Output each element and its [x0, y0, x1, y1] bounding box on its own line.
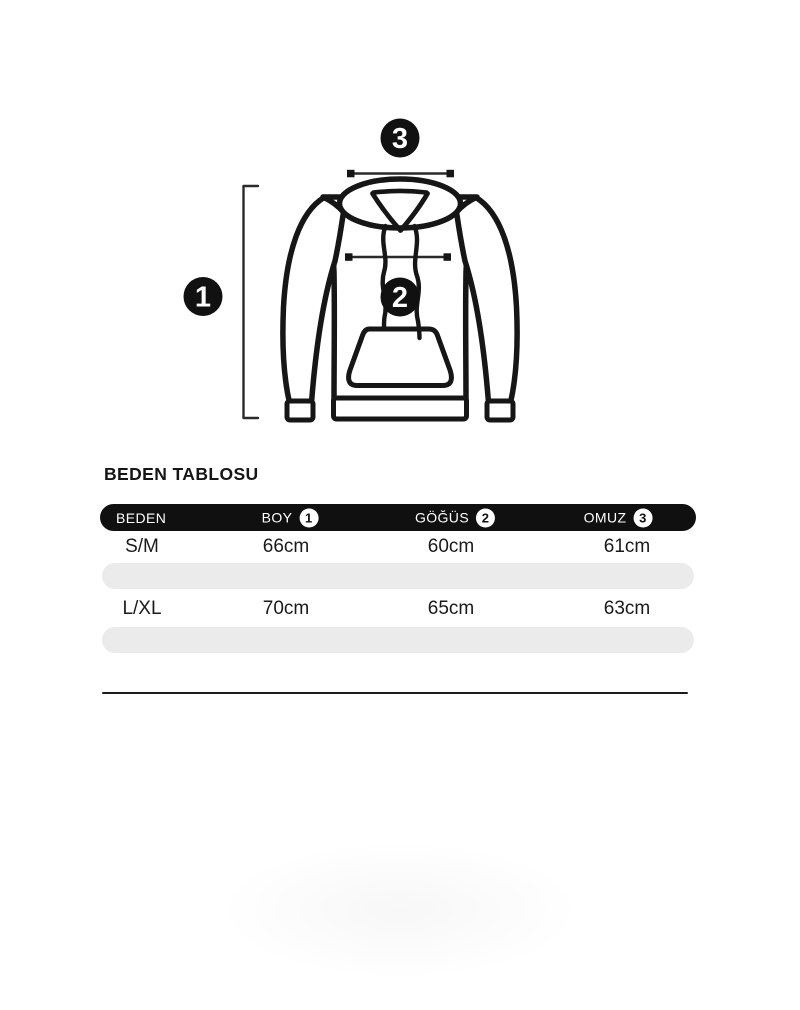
column-label: BEDEN [116, 509, 167, 526]
column-header-omuz [584, 508, 653, 527]
callout-3-number: 3 [391, 123, 409, 155]
shoulder-measure-line [347, 170, 454, 178]
callout-1-number: 1 [194, 281, 212, 314]
size-cell: L/XL [122, 598, 162, 619]
table-stripe [102, 627, 694, 653]
column-label: GÖĞÜS [414, 509, 470, 526]
table-row [100, 592, 696, 626]
length-measure-bracket [244, 186, 259, 418]
gogus-cell: 65cm [427, 598, 475, 619]
bottom-divider [102, 692, 688, 694]
omuz-cell: 63cm [603, 598, 651, 619]
table-stripe [102, 563, 694, 589]
boy-cell: 70cm [262, 598, 310, 619]
hoodie-right-cuff [487, 401, 513, 420]
hoodie-left-cuff [287, 401, 313, 420]
hoodie-measurement-diagram [170, 108, 548, 448]
size-table-header [100, 504, 696, 531]
table-row [100, 530, 696, 564]
boy-cell: 66cm [262, 536, 310, 557]
column-badge-3: 3 [633, 508, 652, 527]
column-label: BOY [261, 509, 293, 526]
gogus-cell: 60cm [427, 536, 475, 557]
column-badge-2: 2 [476, 508, 495, 527]
hoodie-hood [340, 179, 461, 228]
column-label: OMUZ [583, 509, 627, 526]
column-header-gogus [415, 508, 495, 527]
size-cell: S/M [125, 536, 159, 557]
column-badge-1: 1 [299, 508, 318, 527]
faint-background-shadow [140, 810, 660, 1010]
omuz-cell: 61cm [603, 536, 651, 557]
size-table-title: BEDEN TABLOSU [104, 464, 259, 484]
callout-2-number: 2 [391, 282, 409, 314]
column-header-boy [262, 508, 319, 527]
column-header-beden [116, 510, 166, 526]
hoodie-pocket [349, 329, 452, 386]
hoodie-hem [334, 398, 467, 419]
